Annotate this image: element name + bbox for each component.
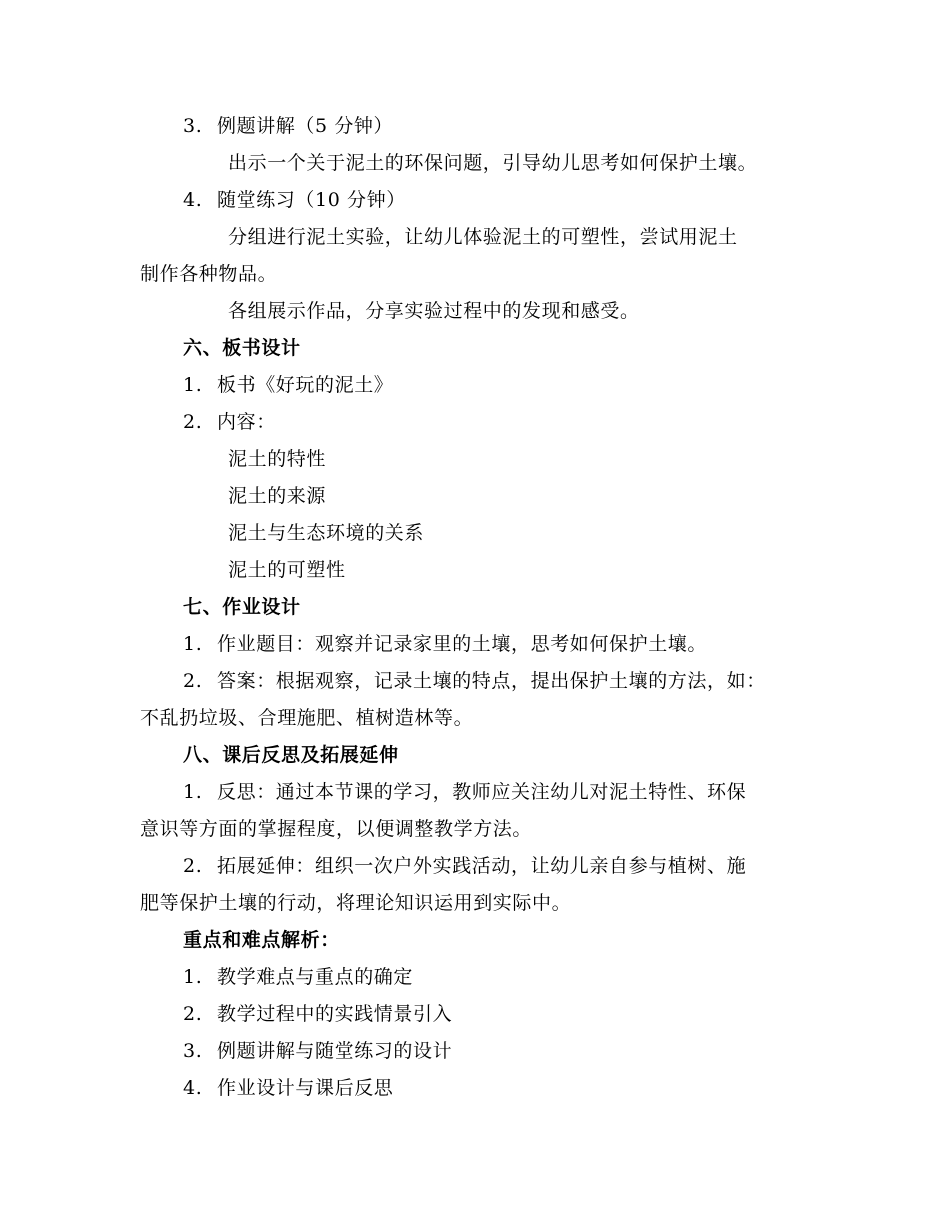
item-number: 1. — [183, 781, 203, 803]
item-number: 4. — [183, 189, 203, 211]
item-text: 作业设计与课后反思 — [217, 1077, 394, 1099]
item-text: 内容： — [217, 411, 276, 433]
content-line: 泥土的来源 — [228, 485, 327, 507]
list-item — [0, 774, 746, 811]
list-item — [0, 959, 413, 996]
item-number: 2. — [183, 855, 203, 877]
item-number: 1. — [183, 633, 203, 655]
list-item — [0, 848, 746, 885]
list-item — [0, 1033, 452, 1070]
item-text: 例题讲解（5 分钟） — [217, 115, 394, 137]
item-number: 3. — [183, 115, 203, 137]
paragraph-continuation: 不乱扔垃圾、合理施肥、植树造林等。 — [140, 707, 474, 729]
list-item — [0, 404, 276, 441]
item-number: 4. — [183, 1077, 203, 1099]
item-text: 拓展延伸：组织一次户外实践活动，让幼儿亲自参与植树、施 — [217, 855, 747, 877]
item-text: 作业题目：观察并记录家里的土壤，思考如何保护土壤。 — [217, 633, 708, 655]
item-text: 答案：根据观察，记录土壤的特点，提出保护土壤的方法，如： — [217, 670, 766, 692]
section-heading: 重点和难点解析： — [183, 929, 340, 951]
paragraph: 各组展示作品，分享实验过程中的发现和感受。 — [228, 300, 640, 322]
item-number: 3. — [183, 1040, 203, 1062]
list-item — [0, 996, 452, 1033]
list-item — [0, 367, 393, 404]
section-heading: 六、板书设计 — [183, 337, 301, 359]
item-number: 1. — [183, 374, 203, 396]
paragraph: 分组进行泥土实验，让幼儿体验泥土的可塑性，尝试用泥土 — [228, 226, 738, 248]
item-text: 反思：通过本节课的学习，教师应关注幼儿对泥土特性、环保 — [217, 781, 747, 803]
item-number: 1. — [183, 966, 203, 988]
item-text: 教学过程中的实践情景引入 — [217, 1003, 453, 1025]
list-item — [0, 1070, 393, 1107]
item-text: 板书《好玩的泥土》 — [217, 374, 394, 396]
item-text: 随堂练习（10 分钟） — [217, 189, 406, 211]
paragraph: 出示一个关于泥土的环保问题，引导幼儿思考如何保护土壤。 — [228, 152, 758, 174]
list-item — [0, 663, 766, 700]
item-number: 2. — [183, 670, 203, 692]
list-item — [0, 108, 393, 145]
item-number: 2. — [183, 411, 203, 433]
content-line: 泥土与生态环境的关系 — [228, 522, 425, 544]
list-item — [0, 626, 707, 663]
item-text: 教学难点与重点的确定 — [217, 966, 414, 988]
content-line: 泥土的特性 — [228, 448, 327, 470]
paragraph-continuation: 制作各种物品。 — [140, 263, 278, 285]
section-heading: 八、课后反思及拓展延伸 — [183, 744, 399, 766]
section-heading: 七、作业设计 — [183, 596, 301, 618]
paragraph-continuation: 肥等保护土壤的行动，将理论知识运用到实际中。 — [140, 892, 572, 914]
list-item — [0, 182, 406, 219]
paragraph-continuation: 意识等方面的掌握程度，以便调整教学方法。 — [140, 818, 533, 840]
item-text: 例题讲解与随堂练习的设计 — [217, 1040, 453, 1062]
item-number: 2. — [183, 1003, 203, 1025]
content-line: 泥土的可塑性 — [228, 559, 346, 581]
